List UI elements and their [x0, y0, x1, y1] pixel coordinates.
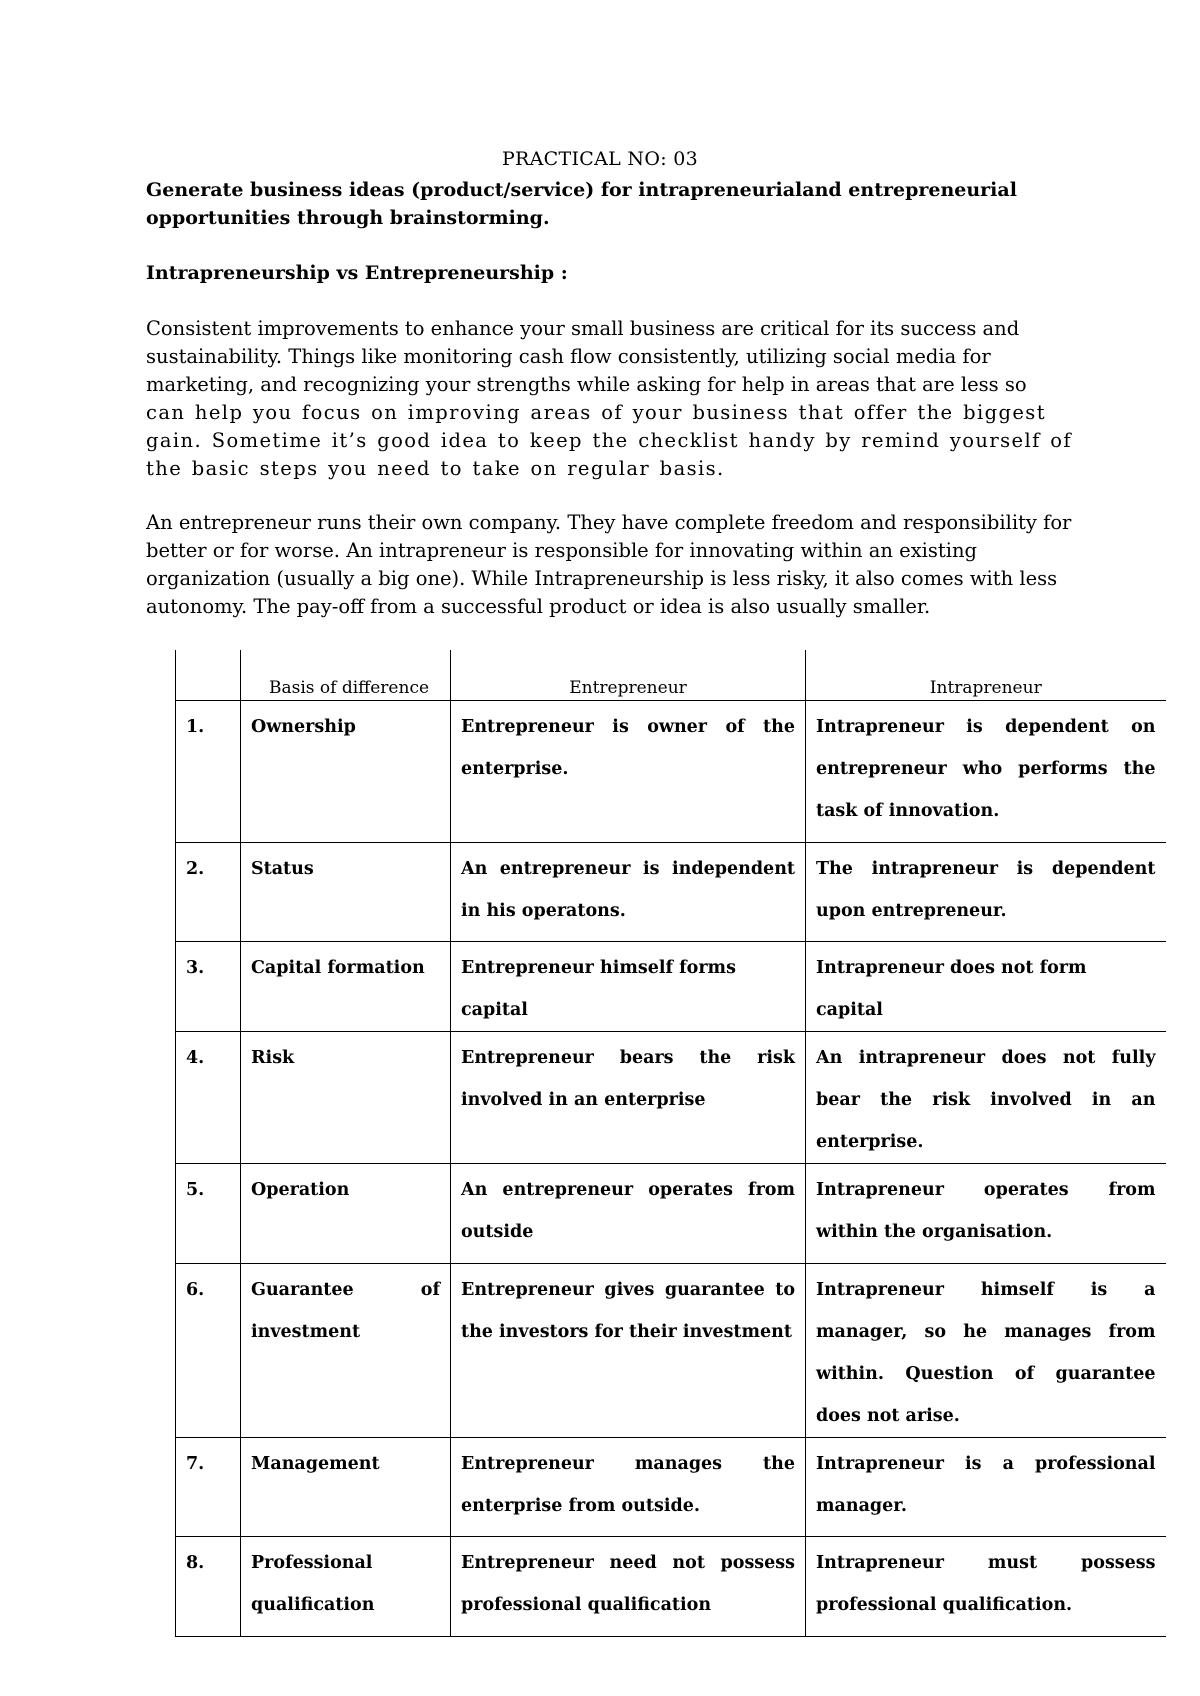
practical-subtitle [146, 176, 1076, 232]
row-number: 2. [176, 843, 241, 942]
table-row [176, 942, 1166, 1032]
row-number: 6. [176, 1264, 241, 1438]
row-number: 7. [176, 1438, 241, 1537]
section-heading: Intrapreneurship vs Entrepreneurship : [146, 262, 568, 284]
row-number: 3. [176, 942, 241, 1032]
header-intrapreneur: Intrapreneur [806, 650, 1166, 701]
subtitle-line: opportunities through brainstorming. [146, 207, 550, 229]
table-header-row [176, 650, 1166, 701]
paragraph-line: can help you focus on improving areas of your business that offer the biggest [146, 401, 1046, 424]
practical-title: PRACTICAL NO: 03 [501, 148, 699, 170]
row-basis: Guarantee of investment [241, 1264, 451, 1438]
row-number: 4. [176, 1032, 241, 1164]
row-basis: Ownership [241, 701, 451, 843]
table-row [176, 701, 1166, 843]
paragraph-line: autonomy. The pay-off from a successful product or idea is also usually smaller. [146, 595, 931, 618]
row-intrapreneur: Intrapreneur himself is a manager, so he manages from within. Question of guarantee does not arise. [806, 1264, 1166, 1438]
row-intrapreneur: Intrapreneur does not form capital [806, 942, 1166, 1032]
table-row [176, 843, 1166, 942]
header-basis: Basis of difference [241, 650, 451, 701]
comparison-table [175, 650, 1166, 1637]
row-entrepreneur: An entrepreneur operates from outside [451, 1164, 806, 1264]
table-row [176, 1264, 1166, 1438]
table-row [176, 1164, 1166, 1264]
row-intrapreneur: Intrapreneur operates from within the organisation. [806, 1164, 1166, 1264]
row-entrepreneur: Entrepreneur need not possess professional qualification [451, 1537, 806, 1637]
paragraph-comparison-intro [146, 509, 1081, 621]
row-entrepreneur: Entrepreneur manages the enterprise from outside. [451, 1438, 806, 1537]
row-entrepreneur: Entrepreneur bears the risk involved in an enterprise [451, 1032, 806, 1164]
row-basis: Management [241, 1438, 451, 1537]
header-entrepreneur: Entrepreneur [451, 650, 806, 701]
row-number: 1. [176, 701, 241, 843]
row-intrapreneur: The intrapreneur is dependent upon entrepreneur. [806, 843, 1166, 942]
row-intrapreneur: Intrapreneur is a professional manager. [806, 1438, 1166, 1537]
row-intrapreneur: An intrapreneur does not fully bear the risk involved in an enterprise. [806, 1032, 1166, 1164]
row-basis: Status [241, 843, 451, 942]
paragraph-line: gain. Sometime it’s good idea to keep the checklist handy by remind yourself of [146, 429, 1073, 452]
row-basis: Capital formation [241, 942, 451, 1032]
row-intrapreneur: Intrapreneur is dependent on entrepreneur who performs the task of innovation. [806, 701, 1166, 843]
row-entrepreneur: Entrepreneur is owner of the enterprise. [451, 701, 806, 843]
paragraph-line: Consistent improvements to enhance your small business are critical for its success and [146, 317, 1020, 340]
paragraph-line: better or for worse. An intrapreneur is responsible for innovating within an existing [146, 539, 978, 562]
table-row [176, 1537, 1166, 1637]
row-number: 5. [176, 1164, 241, 1264]
row-basis: Professional qualification [241, 1537, 451, 1637]
paragraph-line: sustainability. Things like monitoring cash flow consistently, utilizing social media for [146, 345, 991, 368]
subtitle-line: Generate business ideas (product/service) for intrapreneurialand entrepreneurial [146, 179, 1017, 201]
table-row [176, 1438, 1166, 1537]
paragraph-line: An entrepreneur runs their own company. They have complete freedom and responsibility for [146, 511, 1072, 534]
row-basis: Risk [241, 1032, 451, 1164]
row-entrepreneur: An entrepreneur is independent in his operatons. [451, 843, 806, 942]
header-number [176, 650, 241, 701]
row-entrepreneur: Entrepreneur himself forms capital [451, 942, 806, 1032]
paragraph-improvements [146, 315, 1081, 483]
row-number: 8. [176, 1537, 241, 1637]
row-entrepreneur: Entrepreneur gives guarantee to the investors for their investment [451, 1264, 806, 1438]
paragraph-line: organization (usually a big one). While Intrapreneurship is less risky, it also comes with less [146, 567, 1058, 590]
row-basis: Operation [241, 1164, 451, 1264]
row-intrapreneur: Intrapreneur must possess professional qualification. [806, 1537, 1166, 1637]
paragraph-line: marketing, and recognizing your strengths while asking for help in areas that are less so [146, 373, 1027, 396]
paragraph-line: the basic steps you need to take on regular basis. [146, 457, 725, 480]
table-row [176, 1032, 1166, 1164]
